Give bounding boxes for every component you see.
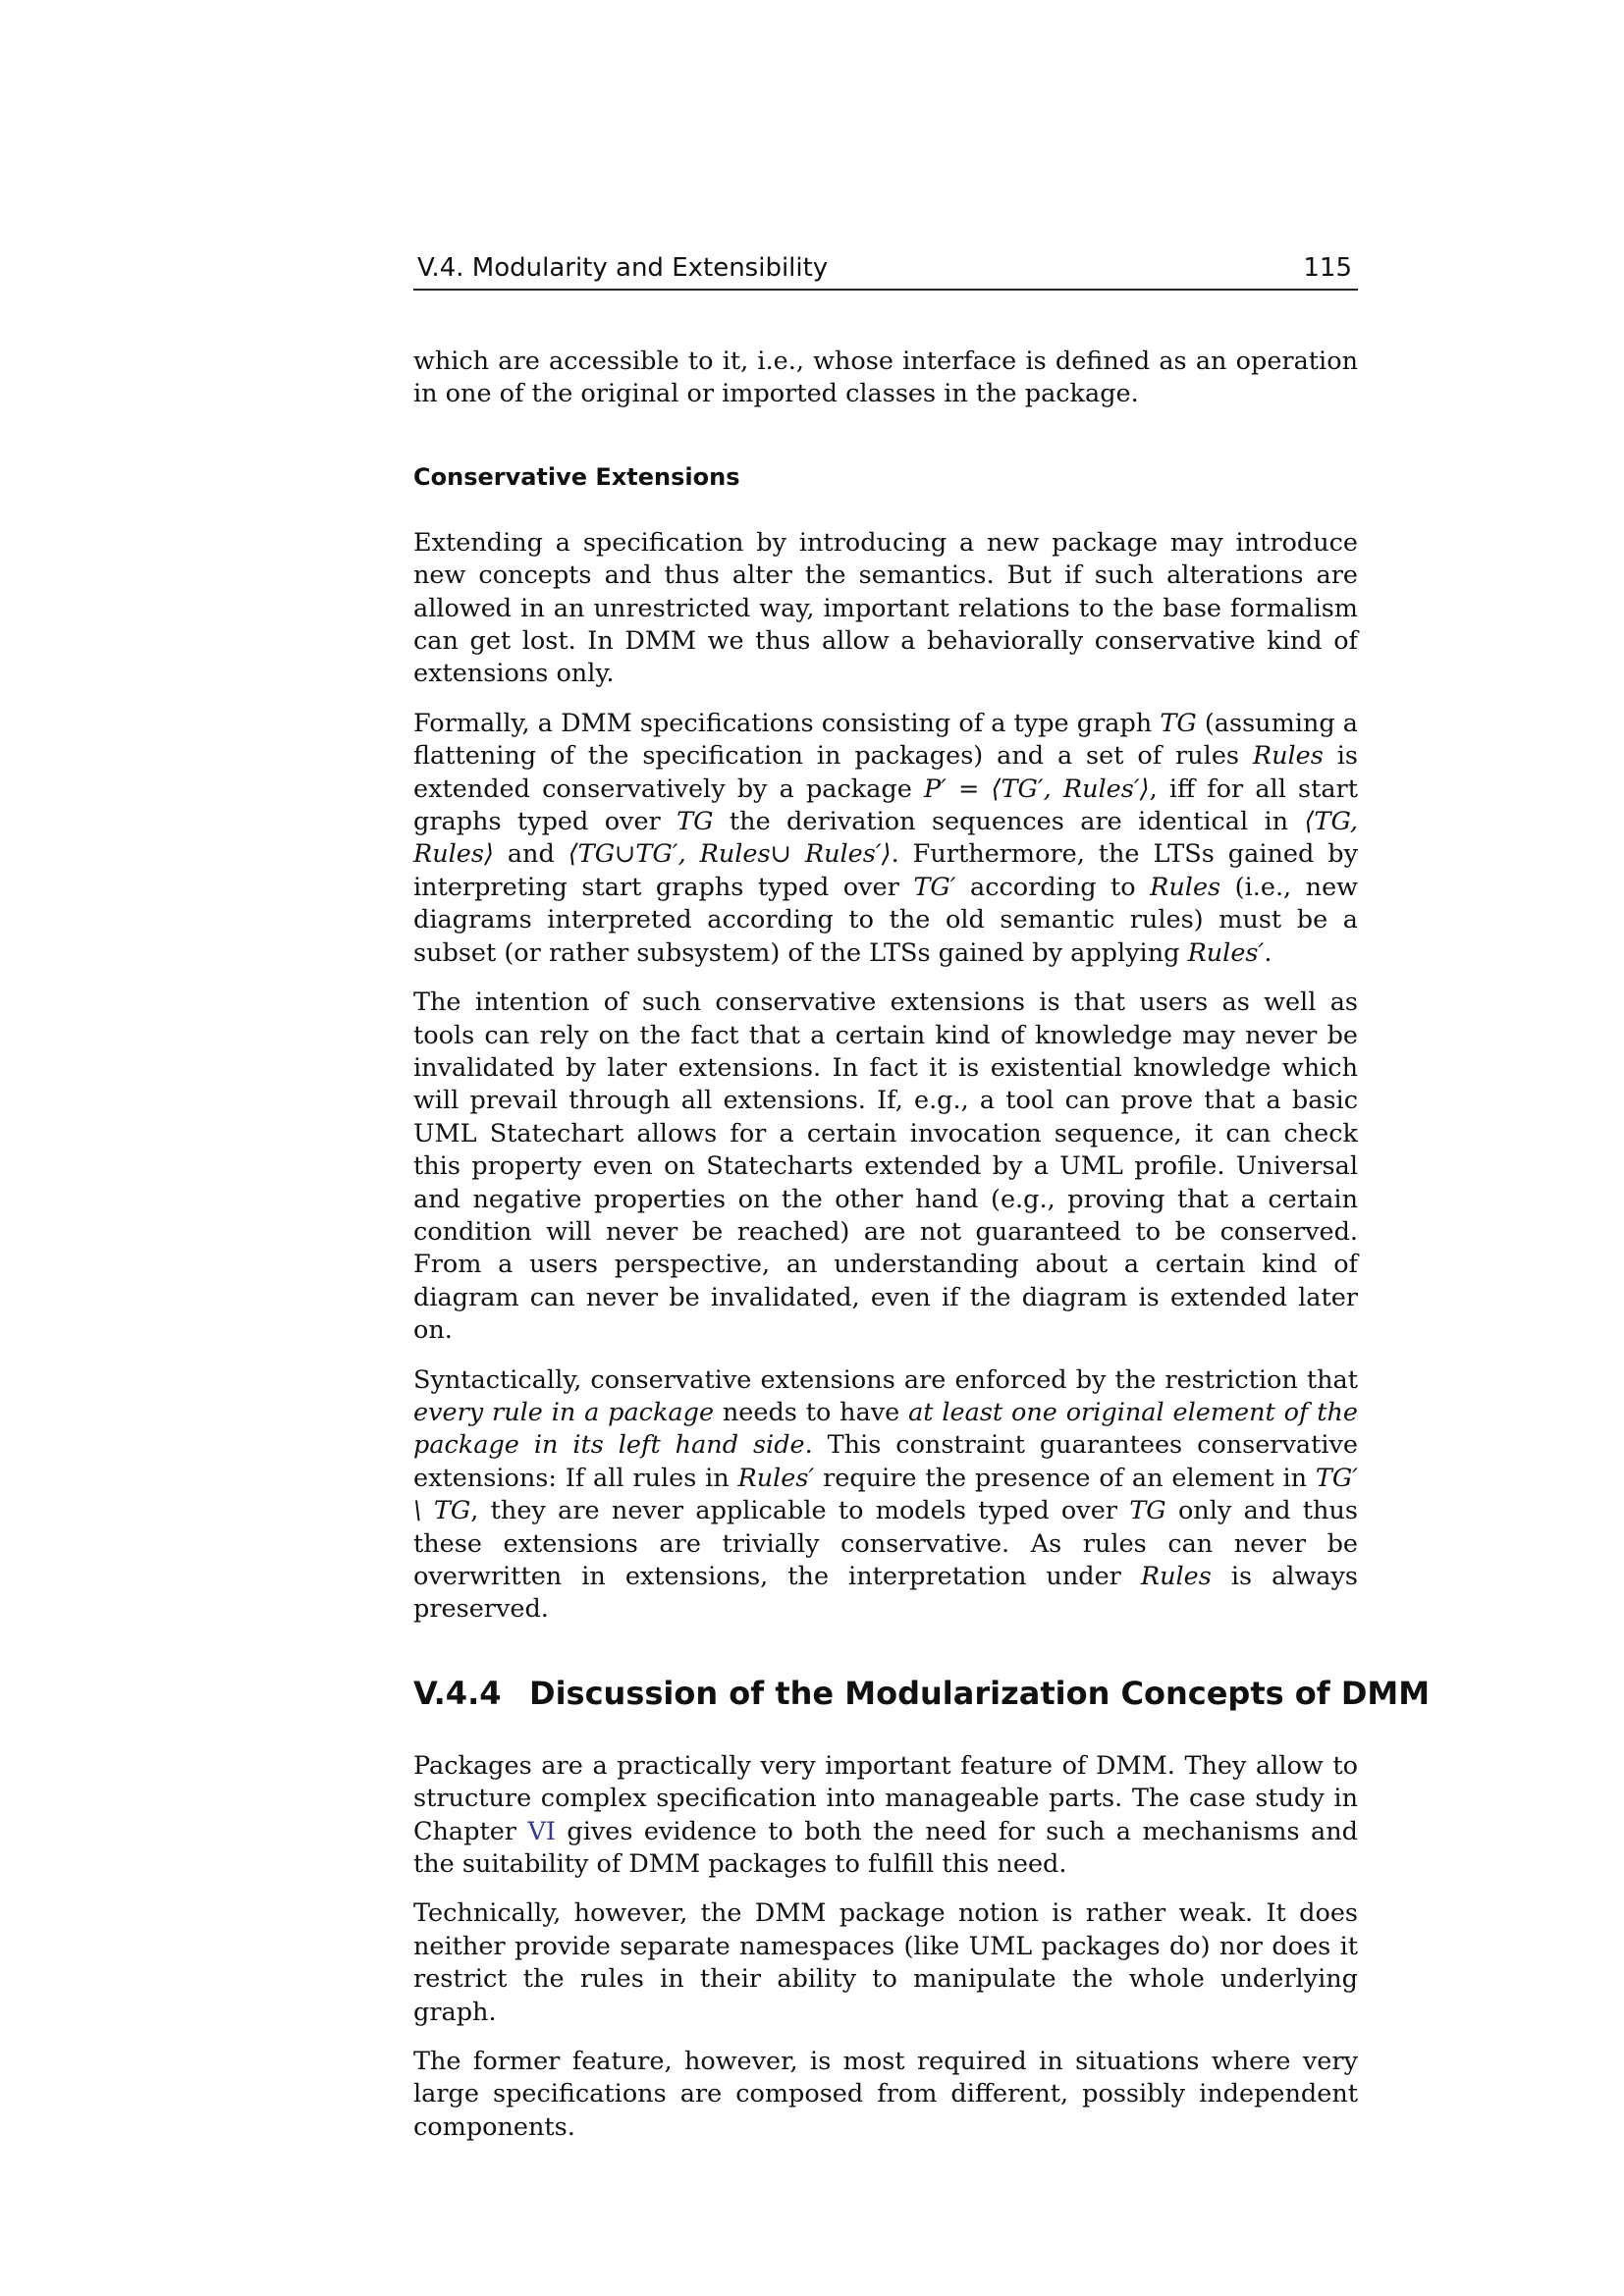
math-tg: TG xyxy=(677,807,714,837)
running-head xyxy=(413,253,1358,291)
page-number: 115 xyxy=(1303,253,1352,283)
text-run: , they are never applicable to models typed over xyxy=(470,1496,1130,1526)
running-head-title: V.4. Modularity and Extensibility xyxy=(417,253,829,283)
emphasis: every rule in a package xyxy=(413,1397,715,1427)
conservative-paragraph-1: Extending a specification by introducing a new package may introduce new concepts and thus alter the semantics. But if such alterations are allowed in an unrestricted way, important relations to the base formalism can get lost. In DMM we thus allow a behaviorally conservative kind of extensions only. xyxy=(413,527,1358,689)
text-run: gives evidence to both the need for such a mechanisms and the suitability of DMM packages to fulfill this need. xyxy=(413,1816,1358,1880)
discussion-paragraph-3: The former feature, however, is most required in situations where very large specifications are composed from different, possibly independent components. xyxy=(413,2047,1358,2142)
conservative-paragraph-2 xyxy=(413,708,1358,970)
text-run: Formally, a DMM specifications consisting of a type graph xyxy=(413,708,1161,738)
math-rules: Rules xyxy=(1150,872,1221,902)
conservative-paragraph-4 xyxy=(413,1364,1358,1627)
text-run: needs to have xyxy=(714,1397,909,1427)
text-run: , iff for all start graphs typed over xyxy=(413,774,1358,837)
math-rules-prime: Rules′ xyxy=(1187,937,1265,968)
math-tg: TG xyxy=(1160,708,1197,738)
section-number: V.4.4 xyxy=(413,1674,502,1712)
text-run: (assuming a flattening of the specification in packages) and a set of rules xyxy=(413,708,1359,772)
math-rules-prime: Rules′ xyxy=(737,1463,815,1493)
math-pair: ⟨TG, Rules⟩ xyxy=(413,807,1359,870)
section-heading xyxy=(413,1674,1431,1713)
text-run: . xyxy=(1264,937,1272,968)
conservative-extensions-heading: Conservative Extensions xyxy=(413,462,740,491)
text-run: and xyxy=(493,839,568,870)
emphasis: at least one original element of the package in its left hand side xyxy=(413,1397,1358,1461)
conservative-paragraph-3: The intention of such conservative extensions is that users as well as tools can rely on the fact that a certain kind of knowledge may never be invalidated by later extensions. In fact it is existential knowledge which will prevail through all extensions. If, e.g., a tool can prove that a basic UML Statechart allows for a certain invocation sequence, it can check this property even on Statecharts extended by a UML profile. Universal and negative properties on the other hand (e.g., proving that a certain condition will never be reached) are not guaranteed to be conserved. From a users perspective, an understanding about a certain kind of diagram can never be invalidated, even if the diagram is extended later on. xyxy=(413,988,1358,1346)
text-run: (i.e., new diagrams interpreted according to the old semantic rules) must be a subset (or rather subsystem) of the LTSs gained by applying xyxy=(413,872,1359,968)
discussion-paragraph-2: Technically, however, the DMM package notion is rather weak. It does neither provide separate namespaces (like UML packages do) nor does it restrict the rules in their ability to manipulate the whole underlying graph. xyxy=(413,1898,1358,2027)
text-run: . Furthermore, the LTSs gained by interpreting start graphs typed over xyxy=(413,839,1358,902)
math-set-difference: TG′ \ TG xyxy=(413,1463,1358,1526)
math-tg-prime: TG′ xyxy=(913,872,956,902)
chapter-reference-link[interactable]: VI xyxy=(527,1816,556,1846)
text-run: Syntactically, conservative extensions are enforced by the restriction that xyxy=(413,1364,1358,1395)
math-tg: TG xyxy=(1129,1496,1166,1526)
text-run: the derivation sequences are identical in xyxy=(713,807,1305,837)
math-rules: Rules xyxy=(1140,1562,1212,1591)
section-title: Discussion of the Modularization Concepts of DMM xyxy=(529,1674,1431,1712)
body-text xyxy=(413,346,1431,2144)
text-run: only and thus these extensions are trivially conservative. As rules can never be overwritten in extensions, the interpretation under xyxy=(413,1496,1358,1591)
text-run: is extended conservatively by a package xyxy=(413,741,1358,804)
discussion-paragraph-1 xyxy=(413,1750,1358,1882)
text-run: require the presence of an element in xyxy=(814,1463,1316,1493)
math-union-pair: ⟨TG∪TG′, Rules∪ Rules′⟩ xyxy=(568,839,892,870)
text-run: is always preserved. xyxy=(413,1562,1358,1625)
math-rules: Rules xyxy=(1252,741,1324,772)
text-run: according to xyxy=(955,872,1151,902)
text-run: . This constraint guarantees conservative extensions: If all rules in xyxy=(413,1430,1358,1493)
math-package-def: P′ = ⟨TG′, Rules′⟩ xyxy=(923,774,1150,804)
intro-paragraph: which are accessible to it, i.e., whose interface is defined as an operation in one of the original or imported classes in the package. xyxy=(413,347,1358,409)
text-run: Packages are a practically very important feature of DMM. They allow to structure complex specification into manageable parts. The case study in Chapter xyxy=(413,1750,1358,1846)
